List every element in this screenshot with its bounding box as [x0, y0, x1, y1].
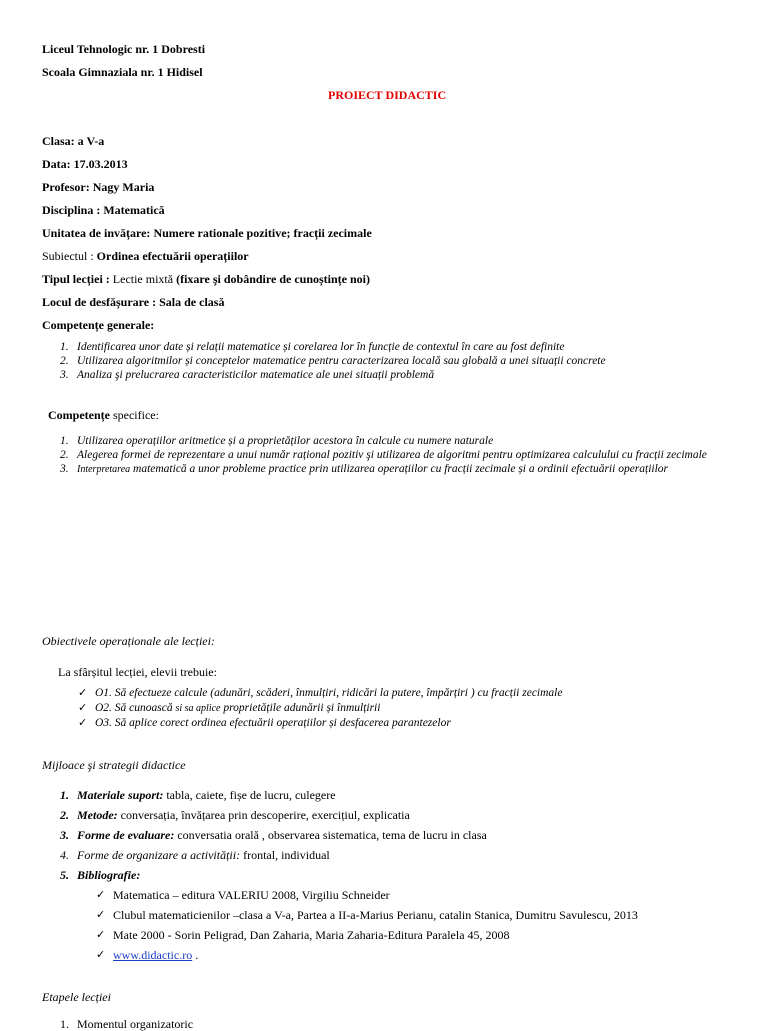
obiectiv-o2-part-c: proprietățile adunării și înmulțirii: [223, 702, 381, 714]
subiectul-label: Subiectul :: [42, 249, 94, 263]
obiectiv-o2: [95, 701, 380, 716]
list-number: 3.: [60, 369, 69, 381]
profesor-label: Profesor:: [42, 180, 90, 194]
competenta-generala-item: Utilizarea algoritmilor și conceptelor matematice pentru caracterizarea locală sau globală a unei situații concrete: [77, 355, 606, 367]
etape-heading: Etapele lecției: [42, 990, 111, 1004]
disciplina-field: [42, 203, 165, 217]
clasa-value: a V-a: [77, 134, 105, 148]
document-title: PROIECT DIDACTIC: [328, 88, 447, 102]
mijloace-item-label: Materiale suport:: [77, 788, 164, 802]
subiectul-field: [42, 249, 249, 263]
tipul-label: Tipul lecției :: [42, 272, 110, 286]
mijloace-item: [77, 788, 336, 802]
checkmark-icon: ✓: [96, 929, 106, 941]
competenta-generala-item: Analiza şi prelucrarea caracteristicilor matematice ale unei situații problemă: [77, 369, 435, 381]
clasa-label: Clasa:: [42, 134, 75, 148]
obiective-intro: La sfârșitul lecției, elevii trebuie:: [58, 665, 217, 679]
competente-specifice-heading-rest: specifice:: [109, 408, 159, 422]
unitatea-label: Unitatea de invățare:: [42, 226, 151, 240]
list-number: 2.: [60, 808, 69, 822]
checkmark-icon: ✓: [96, 909, 106, 921]
mijloace-item: [77, 808, 410, 822]
list-number: 3.: [60, 463, 69, 475]
list-number: 2.: [60, 355, 69, 367]
mijloace-item-value: conversatia orală , observarea sistematica, tema de lucru in clasa: [174, 828, 487, 842]
obiectiv-o3: O3. Să aplice corect ordinea efectuării operațiilor și desfacerea parantezelor: [95, 717, 451, 729]
bibliografie-item: Clubul matematicienilor –clasa a V-a, Partea a II-a-Marius Perianu, catalin Stanica, Dumitru Savulescu, 2013: [113, 908, 638, 922]
competenta-specifica-item: [77, 462, 668, 477]
mijloace-item: [77, 828, 487, 842]
profesor-field: [42, 180, 154, 194]
list-number: 1.: [60, 341, 69, 353]
tipul-value-bold: (fixare şi dobândire de cunoștințe noi): [176, 272, 370, 286]
disciplina-value: Matematică: [103, 203, 165, 217]
mijloace-item-label: Bibliografie:: [77, 868, 141, 882]
list-number: 5.: [60, 868, 69, 882]
competenta-specifica-item: Utilizarea operațiilor aritmetice și a proprietăților acestora în calcule cu numere naturale: [77, 435, 494, 447]
mijloace-item-label: Forme de evaluare:: [77, 828, 175, 842]
list-number: 2.: [60, 449, 69, 461]
data-label: Data:: [42, 157, 71, 171]
obiectiv-o2-part-a: O2. Să cunoască: [95, 702, 173, 714]
competente-generale-heading: Competențe generale:: [42, 318, 155, 332]
mijloace-item-value: conversația, învățarea prin descoperire, exercițiul, explicatia: [117, 808, 410, 822]
mijloace-item-label: Metode:: [77, 808, 118, 822]
bibliografie-item: Matematica – editura VALERIU 2008, Virgiliu Schneider: [113, 888, 390, 902]
profesor-value: Nagy Maria: [92, 180, 155, 194]
etapa-item: Momentul organizatoric: [77, 1017, 194, 1031]
link-suffix: .: [192, 948, 199, 962]
mijloace-heading: Mijloace şi strategii didactice: [42, 758, 186, 772]
mijloace-item: [77, 848, 330, 862]
data-value: 17.03.2013: [73, 157, 128, 171]
obiective-heading: Obiectivele operaționale ale lecției:: [42, 634, 215, 648]
bibliografie-item: Mate 2000 - Sorin Peligrad, Dan Zaharia, Maria Zaharia-Editura Paralela 45, 2008: [113, 928, 510, 942]
competenta-specifica-item3-text: matematică a unor probleme practice prin utilizarea operațiilor cu fracții zecimale și a ordinii efectuării operațiilor: [133, 463, 669, 475]
checkmark-icon: ✓: [78, 702, 88, 714]
didactic-link[interactable]: www.didactic.ro: [113, 948, 193, 962]
mijloace-item-value: tabla, caiete, fișe de lucru, culegere: [163, 788, 336, 802]
school-name-1: Liceul Tehnologic nr. 1 Dobresti: [42, 42, 206, 56]
mijloace-item-value: frontal, individual: [240, 848, 330, 862]
bibliografie-link-item: [113, 948, 198, 962]
tipul-value-plain: Lectie mixtă: [112, 272, 174, 286]
data-field: [42, 157, 128, 171]
competente-specifice-heading-bold: Competențe: [48, 408, 110, 422]
tipul-field: [42, 272, 370, 286]
obiectiv-o1: O1. Să efectueze calcule (adunări, scăderi, înmulțiri, ridicări la putere, împărțiri ) cu fracții zecimale: [95, 687, 563, 699]
checkmark-icon: ✓: [78, 717, 88, 729]
competente-specifice-heading: [48, 408, 159, 422]
checkmark-icon: ✓: [96, 889, 106, 901]
locul-value: Sala de clasă: [159, 295, 225, 309]
checkmark-icon: ✓: [78, 687, 88, 699]
obiectiv-o2-part-b: si sa aplice: [175, 703, 221, 714]
disciplina-label: Disciplina :: [42, 203, 101, 217]
clasa-field: [42, 134, 104, 148]
unitatea-field: [42, 226, 372, 240]
locul-field: [42, 295, 224, 309]
locul-label: Locul de desfășurare :: [42, 295, 157, 309]
school-name-2: Scoala Gimnaziala nr. 1 Hidisel: [42, 65, 203, 79]
mijloace-item: [77, 868, 140, 882]
unitatea-value: Numere rationale pozitive; fracții zecimale: [153, 226, 372, 240]
competenta-specifica-item3-prefix: Interpretarea: [77, 464, 131, 475]
list-number: 1.: [60, 788, 69, 802]
list-number: 4.: [60, 848, 69, 862]
competenta-generala-item: Identificarea unor date și relații matematice și corelarea lor în funcție de contextul în care au fost definite: [77, 341, 565, 353]
list-number: 1.: [60, 435, 69, 447]
list-number: 3.: [60, 828, 69, 842]
competenta-specifica-item: Alegerea formei de reprezentare a unui număr rațional pozitiv şi utilizarea de algoritmi pentru optimizarea calculului cu fracții zecimale: [77, 449, 707, 461]
subiectul-value: Ordinea efectuării operațiilor: [96, 249, 249, 263]
mijloace-item-label: Forme de organizare a activității:: [77, 848, 241, 862]
checkmark-icon: ✓: [96, 949, 106, 961]
list-number: 1.: [60, 1017, 69, 1031]
